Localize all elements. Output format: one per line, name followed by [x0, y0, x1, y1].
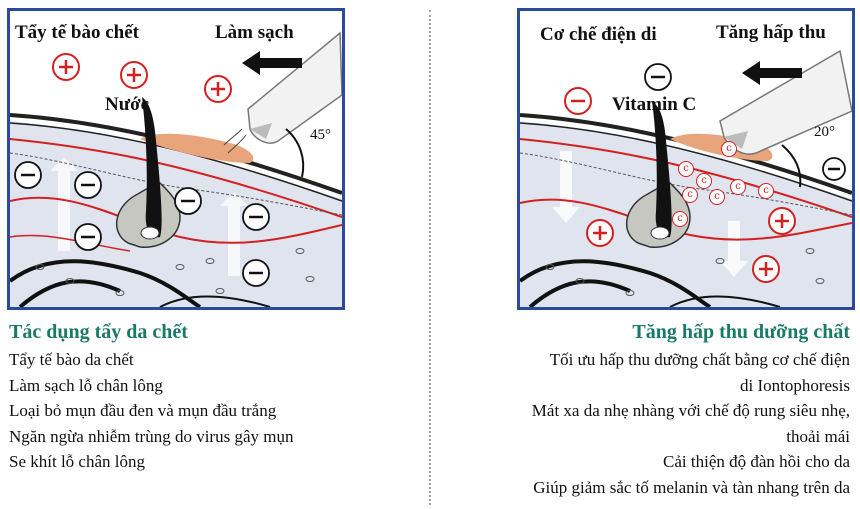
list-item: di Iontophoresis [739, 375, 850, 395]
vitamin-c-particle: c [709, 189, 725, 205]
list-item: Mát xa da nhẹ nhàng với chế độ rung siêu nhẹ, [531, 401, 850, 421]
water-label: Nước [105, 94, 150, 115]
list-item: Cải thiện độ đàn hồi cho da [663, 452, 850, 472]
vitamin-c-particle: c [672, 211, 688, 227]
vitamin-c-particle: c [696, 173, 712, 189]
list-item: Làm sạch lỗ chân lông [9, 375, 163, 395]
left-heading: Tác dụng tẩy da chết [9, 321, 188, 343]
vitamin-c-particle: c [758, 183, 774, 199]
iontophoresis-diagram [517, 8, 855, 310]
skin-cross-section-right [520, 11, 852, 307]
vitamin-c-particle: c [730, 179, 746, 195]
absorb-label: Tăng hấp thu [716, 22, 826, 43]
vitamin-c-particle: c [678, 161, 694, 177]
vitamin-c-particle: c [682, 187, 698, 203]
list-item: Tẩy tế bào da chết [9, 350, 134, 369]
exfoliate-label: Tẩy tế bào chết [15, 22, 140, 43]
right-heading: Tăng hấp thu dưỡng chất [632, 321, 850, 343]
column-divider [429, 10, 431, 505]
angle-label-45: 45° [310, 127, 331, 143]
list-item: Loại bỏ mụn đầu đen và mụn đầu trắng [9, 401, 277, 421]
list-item: Se khít lỗ chân lông [9, 452, 145, 472]
exfoliation-diagram [7, 8, 345, 310]
list-item: Ngăn ngừa nhiễm trùng do virus gây mụn [9, 426, 294, 446]
list-item: Tối ưu hấp thu dưỡng chất bằng cơ chế điện [549, 350, 850, 369]
mechanism-label: Cơ chế điện di [540, 24, 657, 45]
absorption-benefits-list [532, 347, 850, 501]
vitamin-c-particle: c [721, 141, 737, 157]
vitamin-c-label: Vitamin C [612, 94, 697, 115]
exfoliation-benefits-list [9, 347, 293, 475]
angle-label-20: 20° [814, 124, 835, 140]
list-item: thoải mái [786, 426, 850, 446]
clean-label: Làm sạch [215, 22, 294, 43]
list-item: Giúp giảm sắc tố melanin và tàn nhang trên da [533, 477, 850, 497]
skin-cross-section-left [10, 11, 342, 307]
